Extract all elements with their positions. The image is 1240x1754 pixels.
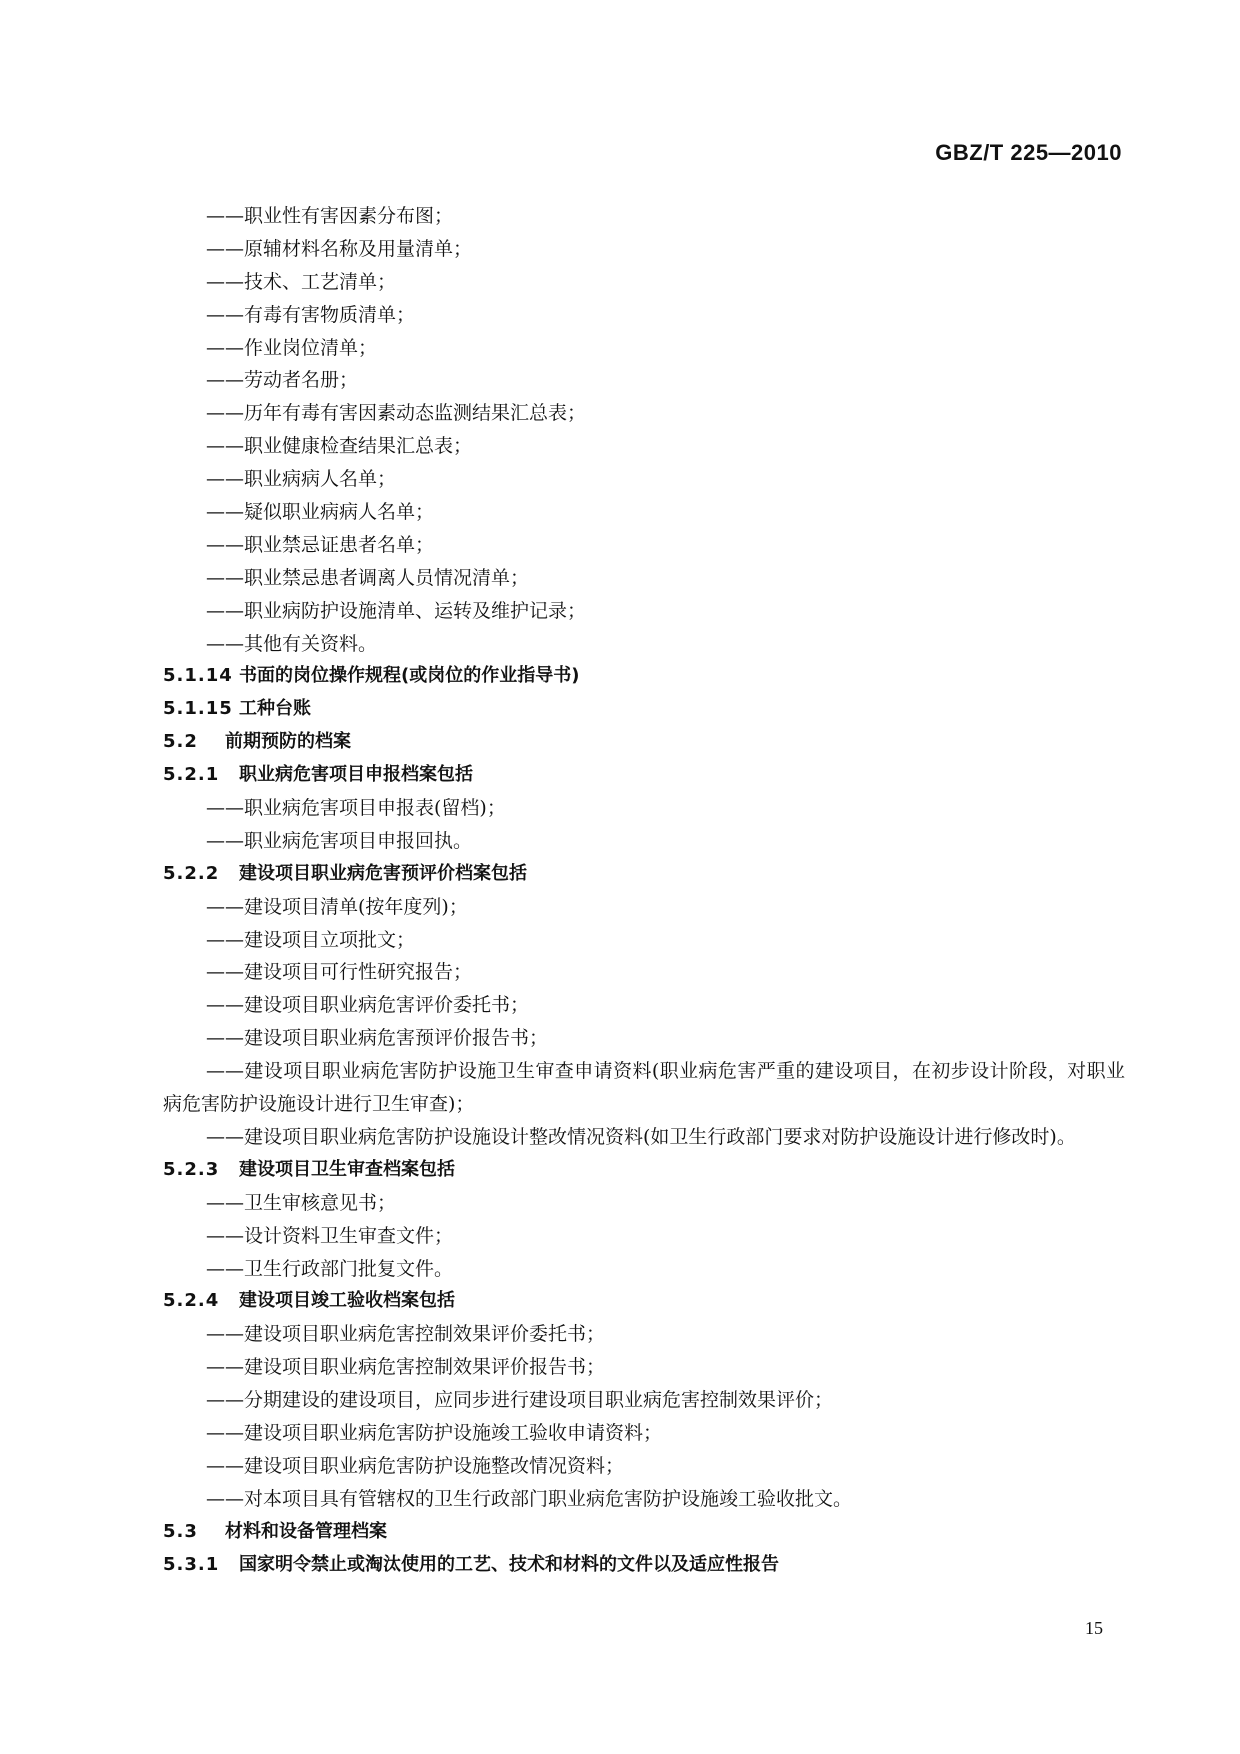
- list-item: ——建设项目职业病危害防护设施整改情况资料；: [206, 1454, 625, 1477]
- list-item: ——建设项目职业病危害预评价报告书；: [206, 1027, 549, 1050]
- section-title: 工种台账: [239, 698, 311, 720]
- list-item: ——疑似职业病病人名单；: [206, 501, 435, 524]
- list-item: ——职业病危害项目申报表(留档)；: [206, 797, 506, 820]
- list-item: ——卫生行政部门批复文件。: [206, 1257, 454, 1280]
- section-number: 5.2.1: [163, 764, 220, 786]
- section-title: 前期预防的档案: [225, 731, 351, 753]
- section-heading-5-3: [163, 1516, 1125, 1549]
- section-number: 5.2.4: [163, 1290, 220, 1312]
- section-title: 建设项目竣工验收档案包括: [239, 1290, 455, 1312]
- list-item-paragraph: ——建设项目职业病危害防护设施设计整改情况资料(如卫生行政部门要求对防护设施设计进行修改时)。: [206, 1125, 1076, 1148]
- section-number: 5.2.2: [163, 862, 220, 884]
- list-item: ——原辅材料名称及用量清单；: [206, 237, 473, 260]
- list-item: ——对本项目具有管辖权的卫生行政部门职业病危害防护设施竣工验收批文。: [206, 1487, 853, 1510]
- list-item: ——建设项目立项批文；: [206, 928, 416, 951]
- list-item: ——建设项目职业病危害控制效果评价委托书；: [206, 1323, 606, 1346]
- list-item: ——分期建设的建设项目，应同步进行建设项目职业病危害控制效果评价；: [206, 1389, 834, 1412]
- list-item: ——职业禁忌证患者名单；: [206, 533, 435, 556]
- section-number: 5.1.15: [163, 698, 233, 720]
- list-item: ——职业病防护设施清单、运转及维护记录；: [206, 599, 587, 622]
- section-heading-5-1-14: [163, 660, 1125, 693]
- list-item: ——职业禁忌患者调离人员情况清单；: [206, 566, 530, 589]
- section-heading-5-2-1: [163, 759, 1125, 792]
- list-item: ——建设项目职业病危害评价委托书；: [206, 994, 530, 1017]
- page-number: 15: [1085, 1618, 1103, 1638]
- list-item: ——卫生审核意见书；: [206, 1191, 397, 1214]
- section-title: 国家明令禁止或淘汰使用的工艺、技术和材料的文件以及适应性报告: [239, 1553, 779, 1575]
- section-number: 5.2.3: [163, 1158, 220, 1180]
- list-item: ——有毒有害物质清单；: [206, 303, 416, 326]
- section-title: 建设项目职业病危害预评价档案包括: [239, 862, 527, 884]
- section-heading-5-2: [163, 726, 1125, 759]
- section-title: 职业病危害项目申报档案包括: [239, 764, 473, 786]
- list-item: ——技术、工艺清单；: [206, 270, 397, 293]
- list-item: ——职业性有害因素分布图；: [206, 205, 454, 227]
- section-number: 5.3.1: [163, 1553, 220, 1575]
- list-item: ——建设项目清单(按年度列)；: [206, 895, 468, 918]
- list-item: ——作业岗位清单；: [206, 336, 378, 359]
- list-item: ——设计资料卫生审查文件；: [206, 1224, 454, 1247]
- section-title: 建设项目卫生审查档案包括: [239, 1158, 455, 1180]
- list-item: ——历年有毒有害因素动态监测结果汇总表；: [206, 402, 587, 425]
- list-item: ——建设项目可行性研究报告；: [206, 961, 473, 984]
- section-number: 5.1.14: [163, 665, 233, 687]
- section-number: 5.3: [163, 1520, 198, 1542]
- list-item-paragraph: ——建设项目职业病危害防护设施卫生审查申请资料(职业病危害严重的建设项目，在初步设计阶段，对职业病危害防护设施设计进行卫生审查)；: [163, 1060, 1125, 1116]
- list-5-1-13: [163, 200, 1125, 660]
- page-content: [163, 200, 1125, 1581]
- section-title: 书面的岗位操作规程(或岗位的作业指导书): [239, 665, 580, 687]
- list-item: ——其他有关资料。: [206, 632, 378, 655]
- section-heading-5-2-2: [163, 858, 1125, 891]
- list-item: ——劳动者名册；: [206, 369, 359, 392]
- section-number: 5.2: [163, 731, 198, 753]
- section-heading-5-1-15: [163, 693, 1125, 726]
- section-heading-5-3-1: [163, 1549, 1125, 1582]
- list-item: ——建设项目职业病危害防护设施竣工验收申请资料；: [206, 1422, 663, 1444]
- section-title: 材料和设备管理档案: [225, 1520, 387, 1542]
- list-item: ——职业病病人名单；: [206, 468, 397, 491]
- section-heading-5-2-4: [163, 1285, 1125, 1318]
- list-item: ——建设项目职业病危害控制效果评价报告书；: [206, 1356, 606, 1379]
- document-code: GBZ/T 225—2010: [935, 140, 1122, 165]
- list-item: ——职业病危害项目申报回执。: [206, 829, 473, 852]
- list-item: ——职业健康检查结果汇总表；: [206, 435, 473, 458]
- section-heading-5-2-3: [163, 1154, 1125, 1187]
